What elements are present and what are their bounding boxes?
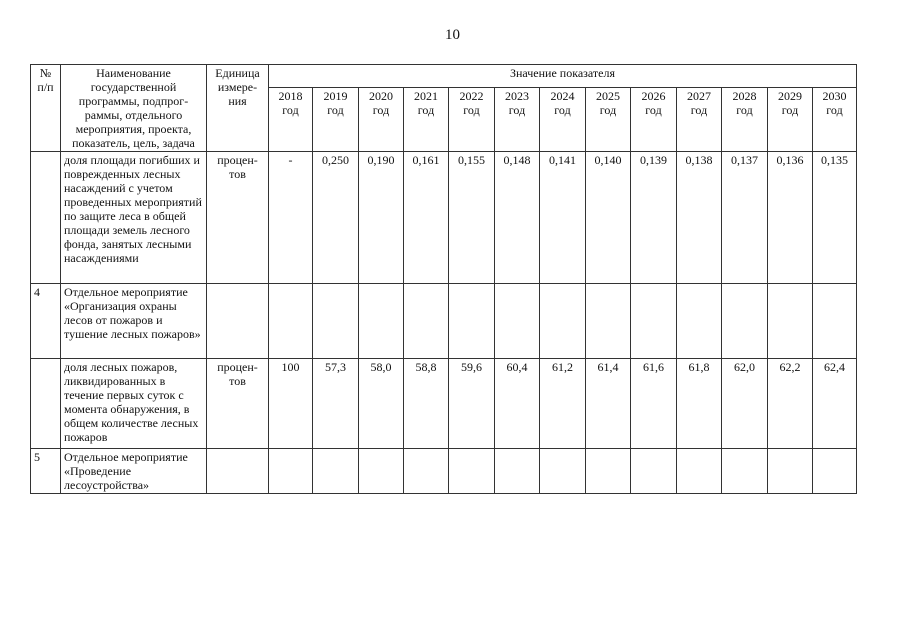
row-value: 0,138 <box>677 152 722 284</box>
header-year: 2025 год <box>586 88 631 152</box>
row-value: 58,0 <box>359 359 404 449</box>
row-value: 57,3 <box>313 359 359 449</box>
row-value: 0,139 <box>631 152 677 284</box>
row-num: 4 <box>31 284 61 359</box>
row-value <box>677 449 722 494</box>
header-num: № п/п <box>31 65 61 152</box>
row-value: 59,6 <box>449 359 495 449</box>
row-num <box>31 359 61 449</box>
row-value <box>722 284 768 359</box>
table-row <box>31 449 857 494</box>
row-value: 61,4 <box>586 359 631 449</box>
row-value: 0,155 <box>449 152 495 284</box>
page-number: 10 <box>445 27 460 43</box>
header-name: Наименование государственной программы, подпрог-раммы, отдельного мероприятия, проекта, показатель, цель, задача <box>61 65 207 152</box>
row-value: 0,135 <box>813 152 857 284</box>
row-unit <box>207 284 269 359</box>
row-unit <box>207 449 269 494</box>
row-value: 62,4 <box>813 359 857 449</box>
row-value: 0,190 <box>359 152 404 284</box>
header-year: 2024 год <box>540 88 586 152</box>
row-value <box>449 284 495 359</box>
header-year: 2018 год <box>269 88 313 152</box>
table-row <box>31 152 857 284</box>
row-value: 0,250 <box>313 152 359 284</box>
row-value: 58,8 <box>404 359 449 449</box>
header-unit: Единица измере-ния <box>207 65 269 152</box>
indicator-table <box>30 64 857 494</box>
row-num <box>31 152 61 284</box>
header-year: 2029 год <box>768 88 813 152</box>
table-row <box>31 284 857 359</box>
header-year: 2022 год <box>449 88 495 152</box>
row-value: 62,2 <box>768 359 813 449</box>
row-value <box>586 284 631 359</box>
row-value <box>269 449 313 494</box>
header-year: 2019 год <box>313 88 359 152</box>
row-value: 0,141 <box>540 152 586 284</box>
row-value: 61,2 <box>540 359 586 449</box>
row-value: 0,136 <box>768 152 813 284</box>
row-value <box>313 449 359 494</box>
row-value: 62,0 <box>722 359 768 449</box>
row-name: Отдельное мероприятие «Организация охраны лесов от пожаров и тушение лесных пожаров» <box>61 284 207 359</box>
row-value <box>677 284 722 359</box>
row-value <box>722 449 768 494</box>
header-year: 2023 год <box>495 88 540 152</box>
row-value <box>313 284 359 359</box>
row-value <box>586 449 631 494</box>
row-value <box>359 284 404 359</box>
row-value <box>813 284 857 359</box>
row-unit: процен-тов <box>207 152 269 284</box>
row-value: 100 <box>269 359 313 449</box>
row-num: 5 <box>31 449 61 494</box>
row-value <box>495 449 540 494</box>
row-unit: процен-тов <box>207 359 269 449</box>
row-value: 61,6 <box>631 359 677 449</box>
table-row <box>31 359 857 449</box>
row-value: 0,148 <box>495 152 540 284</box>
header-year: 2020 год <box>359 88 404 152</box>
row-value: 0,140 <box>586 152 631 284</box>
row-value <box>768 284 813 359</box>
row-value <box>768 449 813 494</box>
row-value: 60,4 <box>495 359 540 449</box>
header-year: 2026 год <box>631 88 677 152</box>
row-value <box>631 284 677 359</box>
header-row-1 <box>31 65 857 88</box>
row-name: доля лесных пожаров, ликвидированных в течение первых суток с момента обнаружения, в общем количестве лесных пожаров <box>61 359 207 449</box>
row-value <box>631 449 677 494</box>
header-year: 2027 год <box>677 88 722 152</box>
row-value <box>813 449 857 494</box>
row-value: 61,8 <box>677 359 722 449</box>
header-value: Значение показателя <box>269 65 857 88</box>
row-name: доля площади погибших и поврежденных лесных насаждений с учетом проведенных мероприятий по защите леса в общей площади земель лесного фонда, занятых лесными насаждениями <box>61 152 207 284</box>
row-value <box>404 449 449 494</box>
row-value <box>449 449 495 494</box>
row-value: 0,161 <box>404 152 449 284</box>
row-value: 0,137 <box>722 152 768 284</box>
row-value <box>359 449 404 494</box>
row-value <box>540 449 586 494</box>
row-value <box>495 284 540 359</box>
row-value: - <box>269 152 313 284</box>
header-year: 2030 год <box>813 88 857 152</box>
row-name: Отдельное мероприятие «Проведение лесоустройства» <box>61 449 207 494</box>
row-value <box>540 284 586 359</box>
header-year: 2028 год <box>722 88 768 152</box>
row-value <box>404 284 449 359</box>
row-value <box>269 284 313 359</box>
header-year: 2021 год <box>404 88 449 152</box>
